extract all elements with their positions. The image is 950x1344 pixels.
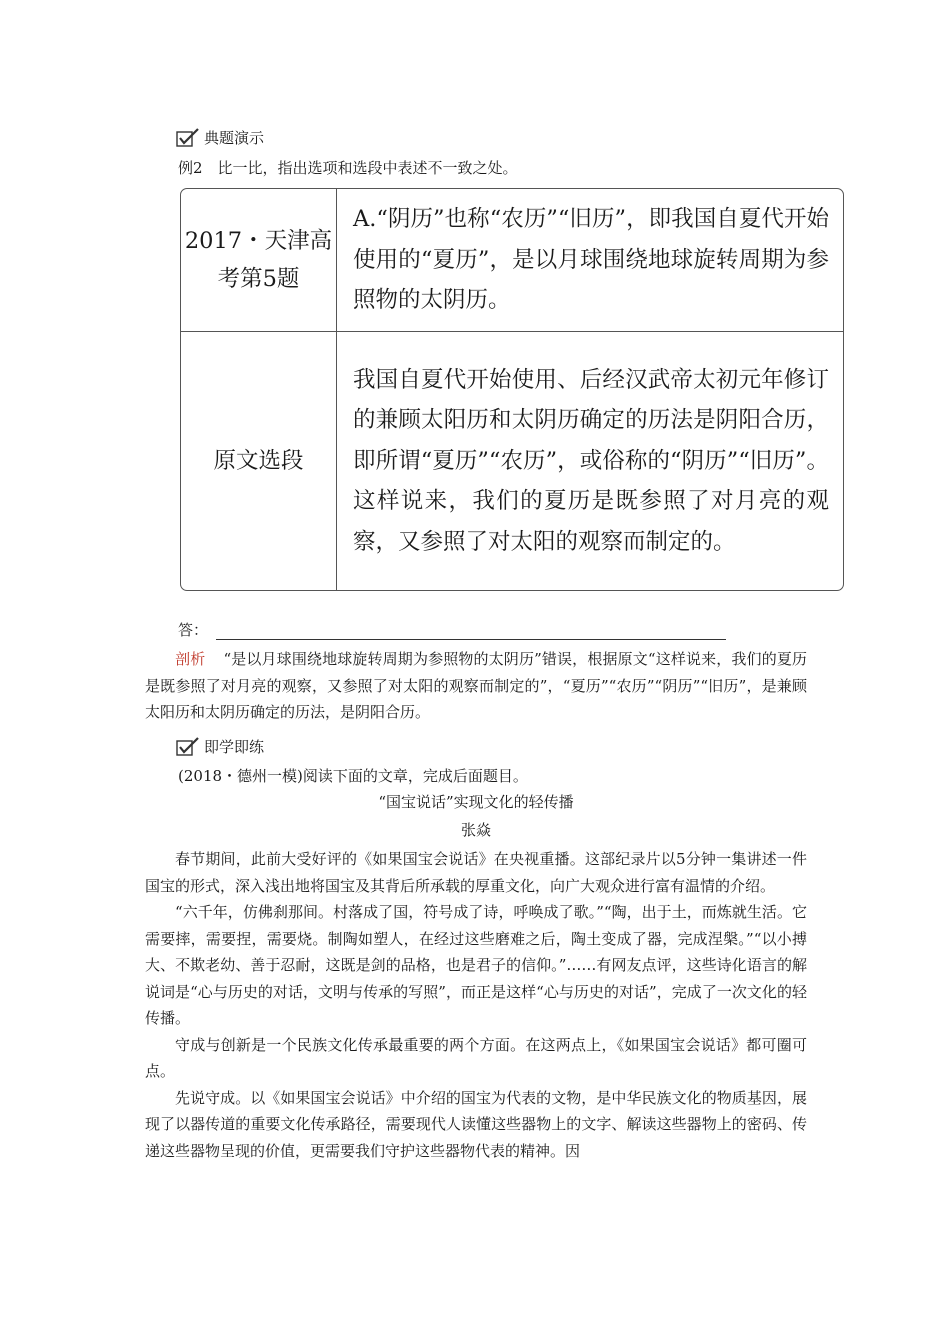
comparison-table bbox=[180, 188, 844, 591]
section-heading-practice bbox=[176, 737, 264, 757]
article-paragraph: 春节期间，此前大受好评的《如果国宝会说话》在央视重播。这部纪录片以5分钟一集讲述一件国宝的形式，深入浅出地将国宝及其背后所承载的厚重文化，向广大观众进行富有温情的介绍。 bbox=[145, 850, 807, 895]
article-paragraph: 守成与创新是一个民族文化传承最重要的两个方面。在这两点上，《如果国宝会说话》都可圈可点。 bbox=[145, 1035, 807, 1080]
section-heading-label: 即学即练 bbox=[204, 738, 265, 756]
answer-row bbox=[178, 620, 726, 640]
row-text-original: 我国自夏代开始使用、后经汉武帝太初元年修订的兼顾太阳历和太阴历确定的历法是阴阳合历，即所谓“夏历”“农历”，或俗称的“阴历”“旧历”。这样说来，我们的夏历是既参照了对月亮的观察，又参照了对太阳的观察而制定的。 bbox=[353, 366, 829, 555]
answer-label: 答： bbox=[178, 621, 209, 639]
row-text-option: A.“阴历”也称“农历”“旧历”，即我国自夏代开始使用的“夏历”，是以月球围绕地球旋转周期为参照物的太阴历。 bbox=[337, 189, 843, 332]
table-row bbox=[181, 189, 843, 332]
row-label-original: 原文选段 bbox=[181, 332, 337, 590]
answer-blank[interactable] bbox=[216, 623, 726, 640]
article-paragraph: 先说守成。以《如果国宝会说话》中介绍的国宝为代表的文物，是中华民族文化的物质基因，展现了以器传道的重要文化传承路径，需要现代人读懂这些器物上的文字、解读这些器物上的密码、传递这些器物呈现的价值，更需要我们守护这些器物代表的精神。因 bbox=[145, 1088, 807, 1160]
article-title: “国宝说话”实现文化的轻传播 bbox=[378, 793, 574, 811]
example-prompt: 例2 比一比，指出选项和选段中表述不一致之处。 bbox=[178, 159, 518, 177]
analysis-text: “是以月球围绕地球旋转周期为参照物的太阴历”错误，根据原文“这样说来，我们的夏历是既参照了对月亮的观察，又参照了对太阳的观察而制定的”，“夏历”“农历”“阴历”“旧历”，是兼顾太阳历和太阴历确定的历法，是阴阳合历。 bbox=[145, 650, 807, 721]
section-heading-demo bbox=[176, 128, 264, 148]
row-label-source: 2017・天津高考第5题 bbox=[181, 189, 337, 332]
table-row bbox=[181, 332, 843, 590]
analysis-label: 剖析 bbox=[175, 650, 206, 668]
article-paragraph: “六千年，仿佛刹那间。村落成了国，符号成了诗，呼唤成了歌。”“陶，出于土，而炼就生活。它需要摔，需要捏，需要烧。制陶如塑人，在经过这些磨难之后，陶土变成了器，完成涅槃。”“以小搏大、不欺老幼、善于忍耐，这既是剑的品格，也是君子的信仰。”……有网友点评，这些诗化语言的解说词是“心与历史的对话，文明与传承的写照”，而正是这样“心与历史的对话”，完成了一次文化的轻传播。 bbox=[145, 903, 807, 1027]
practice-intro: (2018・德州一模)阅读下面的文章，完成后面题目。 bbox=[178, 767, 528, 785]
checkbox-check-icon bbox=[176, 737, 200, 757]
analysis-paragraph bbox=[145, 646, 807, 726]
article-author: 张焱 bbox=[460, 821, 491, 839]
article-body bbox=[145, 846, 807, 1164]
checkbox-check-icon bbox=[176, 128, 200, 148]
section-heading-label: 典题演示 bbox=[204, 129, 265, 147]
